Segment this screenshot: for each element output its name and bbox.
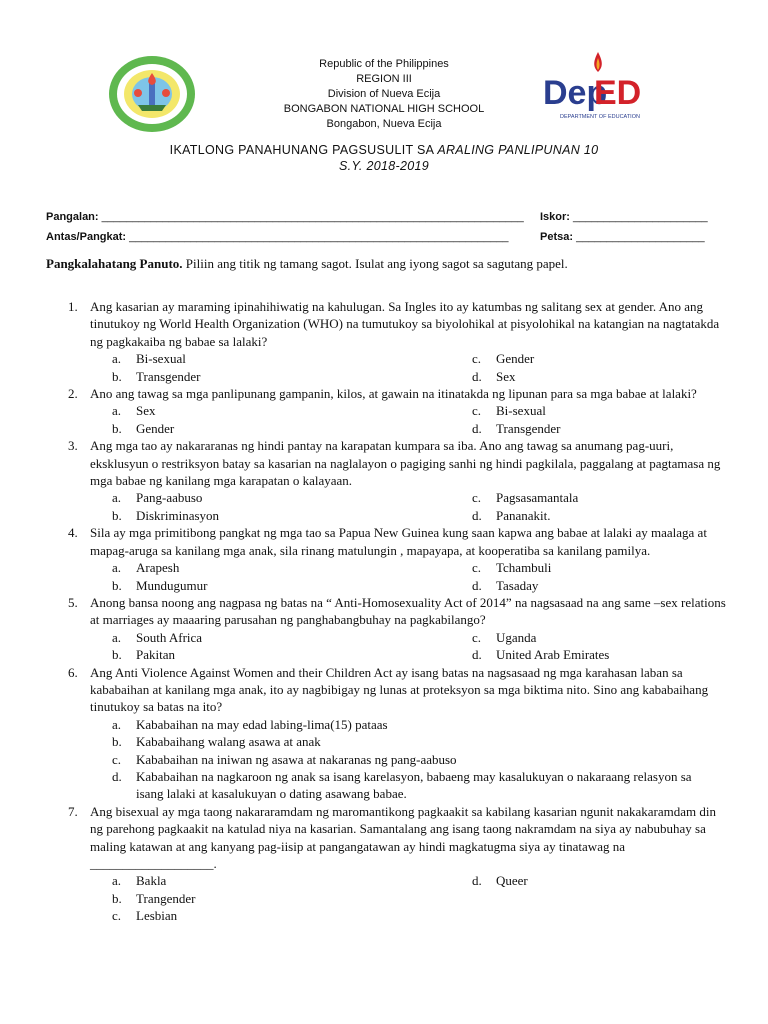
choice-text: Kababaihan na may edad labing-lima(15) pataas — [136, 716, 388, 732]
answer-choice[interactable] — [90, 733, 710, 750]
answer-choice[interactable] — [90, 629, 450, 646]
question-text: Ang kasarian ay maraming ipinahihiwatig na kahulugan. Sa Ingles ito ay katumbas ng salitang sex at gender. Ano ang tinutukoy ng World Health Organization (WHO) na tumutukoy sa biyolohikal at pisyolohikal na katangian na nagtatakda ng pagkakaiba ng babae sa lalaki? — [90, 299, 720, 349]
grade-section-field[interactable] — [46, 231, 508, 243]
choice-text: Kababaihan na iniwan ng asawa at nakaranas ng pang-aabuso — [136, 751, 457, 767]
answer-choice[interactable] — [90, 350, 450, 367]
choice-text: Arapesh — [136, 560, 180, 576]
choice-text: Tasaday — [496, 577, 539, 593]
answer-choice[interactable] — [450, 368, 730, 385]
choice-letter: a. — [112, 403, 122, 419]
choice-list — [90, 559, 730, 594]
answer-choice[interactable] — [90, 907, 450, 924]
choice-text: Bi-sexual — [496, 403, 546, 419]
choice-letter: c. — [472, 351, 482, 367]
question-number: 5. — [68, 594, 78, 610]
choice-letter: b. — [112, 577, 122, 593]
exam-title-subject: ARALING PANLIPUNAN 10 — [437, 143, 599, 157]
choice-text: Pang-aabuso — [136, 490, 203, 506]
choice-list — [90, 402, 730, 437]
header-address: Bongabon, Nueva Ecija — [326, 118, 442, 130]
choice-text: Pananakit. — [496, 507, 551, 523]
name-field[interactable] — [46, 211, 524, 223]
question-text: Ang Anti Violence Against Women and their Children Act ay isang batas na nagsasaad ng mga karahasan laban sa kababaihan at kanilang mga anak, ito ay nagbibigay ng lunas at proteksyon sa mga biktima nito. Sino ang kababaihang tinutukoy sa batas na ito? — [90, 664, 709, 715]
answer-choice[interactable] — [90, 872, 450, 889]
answer-choice[interactable] — [90, 368, 450, 385]
choice-letter: b. — [112, 420, 122, 436]
name-blank[interactable]: _____________________________________________________________________ — [101, 211, 524, 223]
date-field[interactable] — [540, 231, 705, 243]
name-label: Pangalan: — [46, 211, 99, 223]
choice-text: Kababaihan na nagkaroon ng anak sa isang karelasyon, babaeng may kasalukuyan o nakaraang relasyon sa isang lalaki at kasalukuyan o dating asawang babae. — [136, 768, 692, 802]
question-text: Anong bansa noong ang nagpasa ng batas na “ Anti-Homosexuality Act of 2014” na nagsasaad na ang same –sex relations at marriages ay maaaring parusahan ng panghabangbuhay na pagkabilango? — [90, 594, 726, 628]
date-blank[interactable]: _____________________ — [576, 231, 705, 243]
choice-text: Pagsasamantala — [496, 490, 579, 506]
answer-choice[interactable] — [90, 751, 710, 768]
question-list — [46, 298, 730, 925]
header-republic: Republic of the Philippines — [319, 58, 449, 70]
choice-letter: d. — [472, 577, 482, 593]
score-field[interactable] — [540, 211, 708, 223]
question-text: Ang mga tao ay nakararanas ng hindi pantay na karapatan kumpara sa iba. Ano ang tawag sa anumang pag-uuri, eksklusyun o restriksyon batay sa kasarian na naglalayon o pagiging sanhi ng hindi pagkilala, paggalang at pagtamasa ng mga babae ng kanilang mga karapatan o kalayaan. — [90, 438, 721, 489]
choice-letter: d. — [472, 507, 482, 523]
choice-text: Mundugumur — [136, 577, 208, 593]
choice-letter: a. — [112, 351, 122, 367]
choice-letter: c. — [472, 629, 482, 645]
choice-text: South Africa — [136, 629, 203, 645]
choice-list — [90, 872, 730, 924]
choice-text: Bakla — [136, 873, 167, 889]
choice-text: Gender — [136, 420, 175, 436]
choice-letter: a. — [112, 716, 122, 732]
score-label: Iskor: — [540, 211, 570, 223]
choice-text: Tchambuli — [496, 560, 552, 576]
school-year-text: S.Y. 2018-2019 — [339, 159, 429, 173]
answer-choice[interactable] — [450, 872, 730, 889]
header-division: Division of Nueva Ecija — [327, 88, 441, 100]
question-text: Sila ay mga primitibong pangkat ng mga tao sa Papua New Guinea kung saan kapwa ang babae at lalaki ay maalaga at mapag-aruga sa kanilang mga anak, sila rinang matulungin , mapayapa, at kooperatiba sa kanilang pamilya. — [90, 525, 707, 558]
choice-letter: a. — [112, 629, 122, 645]
deped-logo — [540, 50, 642, 125]
choice-spacer — [450, 907, 730, 924]
score-blank[interactable]: ______________________ — [573, 211, 708, 223]
question-item — [46, 298, 730, 385]
choice-letter: b. — [112, 368, 122, 384]
choice-letter: c. — [112, 751, 122, 767]
answer-choice[interactable] — [450, 507, 730, 524]
answer-choice[interactable] — [90, 402, 450, 419]
date-label: Petsa: — [540, 231, 574, 243]
question-item — [46, 664, 730, 803]
choice-text: Trangender — [136, 890, 196, 906]
choice-text: Queer — [496, 873, 528, 889]
choice-text: Transgender — [496, 420, 561, 436]
question-number: 3. — [68, 438, 78, 454]
choice-letter: c. — [112, 908, 122, 924]
question-number: 6. — [68, 664, 78, 680]
choice-letter: c. — [472, 490, 482, 506]
choice-letter: b. — [112, 734, 122, 750]
answer-choice[interactable] — [90, 420, 450, 437]
choice-letter: d. — [472, 873, 482, 889]
choice-letter: b. — [112, 890, 122, 906]
grade-section-label: Antas/Pangkat: — [46, 231, 127, 243]
choice-text: Uganda — [496, 629, 537, 645]
question-item — [46, 385, 730, 437]
instructions-heading: Pangkalahatang Panuto. — [46, 256, 183, 271]
question-number: 4. — [68, 525, 78, 541]
choice-text: Lesbian — [136, 908, 178, 924]
choice-letter: c. — [472, 560, 482, 576]
choice-letter: c. — [472, 403, 482, 419]
deped-logo-subtext: DEPARTMENT OF EDUCATION — [560, 114, 640, 120]
question-text: Ano ang tawag sa mga panlipunang gampanin, kilos, at gawain na itinatakda ng lipunan para sa mga babae at lalaki? — [90, 386, 697, 402]
question-item — [46, 803, 730, 925]
general-instructions — [46, 256, 726, 272]
answer-choice[interactable] — [450, 577, 730, 594]
school-seal-logo — [108, 55, 196, 133]
header-region: REGION III — [356, 73, 412, 85]
question-item — [46, 437, 730, 524]
deped-logo-text-ed: ED — [594, 74, 642, 112]
choice-list — [90, 350, 730, 385]
school-year — [0, 159, 768, 173]
answer-choice[interactable] — [450, 420, 730, 437]
choice-text: Kababaihang walang asawa at anak — [136, 734, 321, 750]
answer-choice[interactable] — [450, 629, 730, 646]
choice-text: Bi-sexual — [136, 351, 186, 367]
question-item — [46, 524, 730, 594]
deped-logo-text-dep: Dep — [543, 74, 608, 112]
choice-letter: b. — [112, 507, 122, 523]
answer-choice[interactable] — [90, 716, 710, 733]
answer-choice[interactable] — [450, 646, 730, 663]
choice-letter: a. — [112, 873, 122, 889]
choice-text: Transgender — [136, 368, 201, 384]
answer-choice[interactable] — [90, 507, 450, 524]
choice-letter: d. — [472, 647, 482, 663]
choice-text: United Arab Emirates — [496, 647, 610, 663]
grade-section-blank[interactable]: ______________________________________________________________ — [129, 231, 509, 243]
question-item — [46, 594, 730, 664]
choice-letter: a. — [112, 560, 122, 576]
choice-text: Sex — [136, 403, 156, 419]
choice-letter: d. — [112, 768, 122, 784]
exam-title — [0, 143, 768, 157]
answer-choice[interactable] — [450, 489, 730, 506]
letterhead — [230, 57, 538, 132]
answer-choice[interactable] — [90, 890, 450, 907]
choice-spacer — [450, 890, 730, 907]
choice-letter: d. — [472, 420, 482, 436]
answer-choice[interactable] — [90, 577, 450, 594]
answer-choice[interactable] — [450, 559, 730, 576]
choice-text: Sex — [496, 368, 516, 384]
instructions-text: Piliin ang titik ng tamang sagot. Isulat ang iyong sagot sa sagutang papel. — [182, 256, 568, 271]
question-number: 7. — [68, 803, 78, 819]
question-number: 1. — [68, 299, 78, 314]
choice-letter: b. — [112, 647, 122, 663]
question-text: Ang bisexual ay mga taong nakararamdam ng maromantikong pagkaakit sa kabilang kasarian ngunit nakakaramdam din ng parehong pagkaakit na katulad niya na kasarian. Samantalang ang isang taong nakramdam na siya ay nabubuhay sa maling katawan at ang kanyang pag-iisip at pangangatawan ay hindi magkatugma siya ay tinatawag na ___________________. — [90, 803, 716, 871]
answer-choice[interactable] — [450, 350, 730, 367]
choice-text: Diskriminasyon — [136, 507, 220, 523]
answer-choice[interactable] — [90, 489, 450, 506]
choice-text: Pakitan — [136, 647, 175, 663]
answer-choice[interactable] — [90, 559, 450, 576]
choice-list — [90, 716, 730, 803]
answer-choice[interactable] — [450, 402, 730, 419]
choice-list — [90, 489, 730, 524]
choice-list — [90, 629, 730, 664]
choice-letter: d. — [472, 368, 482, 384]
answer-choice[interactable] — [90, 768, 710, 803]
choice-text: Gender — [496, 351, 535, 367]
question-number: 2. — [68, 386, 78, 402]
choice-letter: a. — [112, 490, 122, 506]
header-school: BONGABON NATIONAL HIGH SCHOOL — [283, 103, 485, 115]
exam-title-prefix: IKATLONG PANAHUNANG PAGSUSULIT SA — [169, 143, 438, 157]
answer-choice[interactable] — [90, 646, 450, 663]
